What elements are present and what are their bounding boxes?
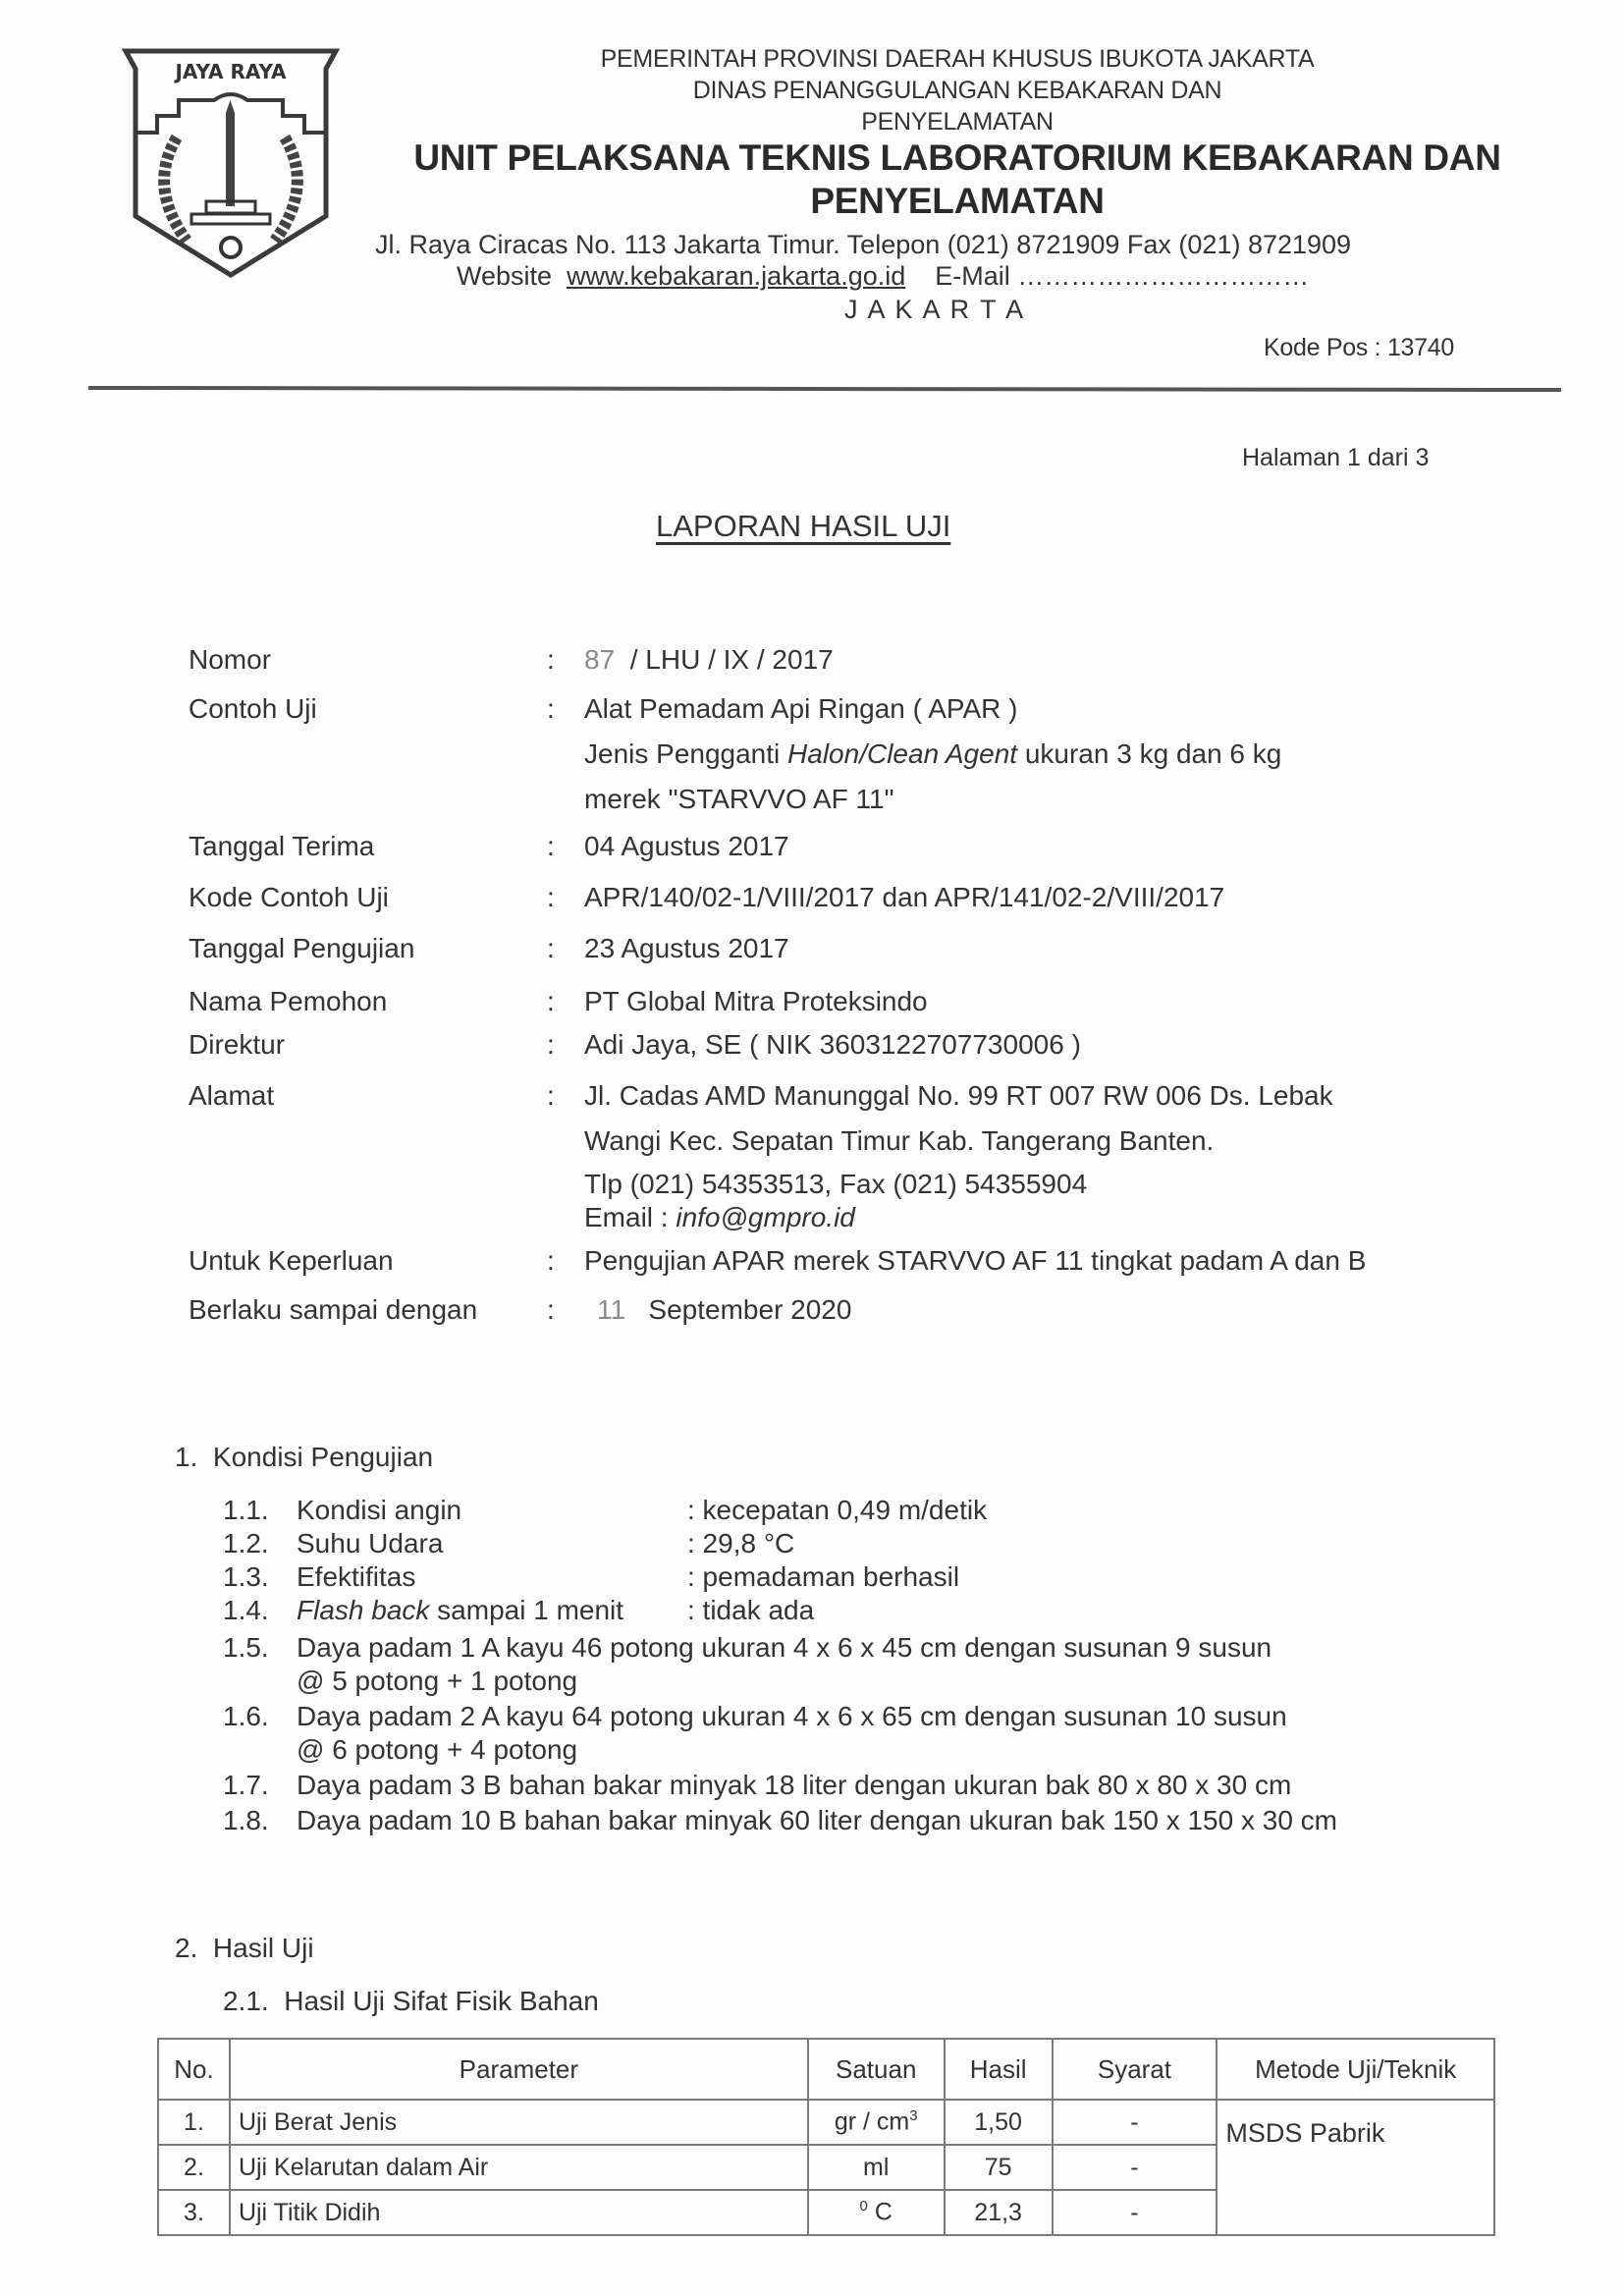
col-header-no: No. [158, 2039, 230, 2100]
header-department-line-2: PENYELAMATAN [861, 108, 1054, 136]
cell-syarat: - [1053, 2100, 1217, 2145]
colon: : [547, 1080, 555, 1111]
value-tanggal-terima: 04 Agustus 2017 [584, 831, 789, 861]
cell-no: 3. [158, 2190, 230, 2235]
cell-no: 1. [158, 2100, 230, 2145]
value-direktur: Adi Jaya, SE ( NIK 3603122707730006 ) [584, 1029, 1081, 1060]
table-row [158, 2100, 1494, 2145]
email-label: E-Mail …………………………… [935, 261, 1310, 291]
colon: : [547, 644, 555, 675]
cell-parameter: Uji Kelarutan dalam Air [230, 2145, 808, 2190]
cell-no: 2. [158, 2145, 230, 2190]
header-unit-title-2: PENYELAMATAN [810, 181, 1105, 221]
value-nomor: 87 / LHU / IX / 2017 [584, 644, 834, 675]
label-contoh-uji: Contoh Uji [189, 693, 317, 724]
colon: : [547, 1029, 555, 1060]
header-divider [88, 386, 1561, 392]
item-1-8-num: 1.8. [223, 1805, 269, 1835]
value-contoh-uji-line1: Alat Pemadam Api Ringan ( APAR ) [584, 693, 1018, 724]
header-department-line: DINAS PENANGGULANGAN KEBAKARAN DAN [692, 77, 1222, 104]
item-1-6-text: Daya padam 2 A kayu 64 potong ukuran 4 x 6 x 65 cm dengan susunan 10 susun [297, 1701, 1287, 1731]
label-nomor: Nomor [189, 644, 272, 675]
document-title: LAPORAN HASIL UJI [656, 509, 951, 543]
label-tanggal-pengujian: Tanggal Pengujian [189, 933, 415, 963]
colon: : [547, 882, 555, 912]
cell-satuan: gr / $cm^3$ [808, 2100, 945, 2145]
item-1-2-value: : 29,8 °C [687, 1528, 795, 1558]
website-link[interactable]: www.kebakaran.jakarta.go.id [567, 261, 906, 291]
label-kode-contoh-uji: Kode Contoh Uji [189, 882, 389, 912]
colon: : [547, 1245, 555, 1276]
item-1-5-num: 1.5. [223, 1632, 269, 1663]
value-contoh-uji-line2: Jenis Pengganti Halon/Clean Agent ukuran 3 kg dan 6 kg [584, 738, 1282, 769]
item-1-5-text: Daya padam 1 A kayu 46 potong ukuran 4 x 6 x 45 cm dengan susunan 9 susun [297, 1632, 1272, 1663]
cell-syarat: - [1053, 2190, 1217, 2235]
label-berlaku: Berlaku sampai dengan [189, 1294, 478, 1325]
cell-satuan: ml [808, 2145, 945, 2190]
header-unit-title: UNIT PELAKSANA TEKNIS LABORATORIUM KEBAKARAN DAN [413, 137, 1501, 178]
section-1-heading: 1. Kondisi Pengujian [175, 1442, 434, 1472]
label-nama-pemohon: Nama Pemohon [189, 986, 388, 1016]
header-contact [457, 261, 1309, 292]
svg-text:JAYA RAYA: JAYA RAYA [175, 60, 287, 83]
item-1-5-text-2: @ 5 potong + 1 potong [297, 1666, 578, 1696]
value-tanggal-pengujian: 23 Agustus 2017 [584, 933, 789, 963]
report-number: 87 [584, 644, 616, 675]
item-1-2-label: Suhu Udara [297, 1528, 444, 1558]
colon: : [547, 986, 555, 1016]
value-nama-pemohon: PT Global Mitra Proteksindo [584, 986, 928, 1016]
value-alamat-phone: Tlp (021) 54353513, Fax (021) 54355904 [584, 1169, 1088, 1199]
item-1-8-text: Daya padam 10 B bahan bakar minyak 60 liter dengan ukuran bak 150 x 150 x 30 cm [297, 1805, 1337, 1835]
value-alamat-line1: Jl. Cadas AMD Manunggal No. 99 RT 007 RW 006 Ds. Lebak [584, 1080, 1333, 1111]
item-1-4-label: Flash back sampai 1 menit [297, 1595, 624, 1625]
colon: : [547, 933, 555, 963]
cell-hasil: 75 [945, 2145, 1053, 2190]
value-berlaku: 11 September 2020 [597, 1294, 852, 1325]
email-link[interactable]: info@gmpro.id [676, 1202, 855, 1232]
col-header-parameter: Parameter [230, 2039, 808, 2100]
col-header-hasil: Hasil [945, 2039, 1053, 2100]
header-government-line: PEMERINTAH PROVINSI DAERAH KHUSUS IBUKOTA JAKARTA [600, 45, 1315, 73]
item-1-4-num: 1.4. [223, 1595, 269, 1625]
item-1-1-num: 1.1. [223, 1495, 269, 1525]
item-1-6-num: 1.6. [223, 1701, 269, 1731]
section-2-heading: 2. Hasil Uji [175, 1933, 314, 1963]
physical-properties-table [157, 2038, 1495, 2236]
item-1-3-num: 1.3. [223, 1561, 269, 1592]
jakarta-coat-of-arms-logo [118, 39, 344, 285]
value-untuk-keperluan: Pengujian APAR merek STARVVO AF 11 tingkat padam A dan B [584, 1245, 1367, 1276]
cell-hasil: 21,3 [945, 2190, 1053, 2235]
label-tanggal-terima: Tanggal Terima [189, 831, 375, 861]
cell-parameter: Uji Berat Jenis [230, 2100, 808, 2145]
value-contoh-uji-line3: merek "STARVVO AF 11" [584, 784, 894, 814]
col-header-syarat: Syarat [1053, 2039, 1217, 2100]
col-header-satuan: Satuan [808, 2039, 945, 2100]
value-kode-contoh-uji: APR/140/02-1/VIII/2017 dan APR/141/02-2/VIII/2017 [584, 882, 1225, 912]
item-1-7-num: 1.7. [223, 1770, 269, 1800]
colon: : [547, 693, 555, 724]
item-1-3-label: Efektifitas [297, 1561, 416, 1592]
label-direktur: Direktur [189, 1029, 286, 1060]
value-alamat-line2: Wangi Kec. Sepatan Timur Kab. Tangerang Banten. [584, 1125, 1215, 1156]
table-header-row [158, 2039, 1494, 2100]
label-alamat: Alamat [189, 1080, 275, 1111]
colon: : [547, 1294, 555, 1325]
value-alamat-email: Email : info@gmpro.id [584, 1202, 855, 1232]
item-1-1-value: : kecepatan 0,49 m/detik [687, 1495, 988, 1525]
col-header-metode: Metode Uji/Teknik [1217, 2039, 1494, 2100]
item-1-1-label: Kondisi angin [297, 1495, 462, 1525]
header-city: J A K A R T A [844, 295, 1026, 324]
item-1-7-text: Daya padam 3 B bahan bakar minyak 18 liter dengan ukuran bak 80 x 80 x 30 cm [297, 1770, 1292, 1800]
item-1-3-value: : pemadaman berhasil [687, 1561, 960, 1592]
header-address: Jl. Raya Ciracas No. 113 Jakarta Timur. Telepon (021) 8721909 Fax (021) 8721909 [375, 230, 1352, 259]
section-2-1-heading: 2.1. Hasil Uji Sifat Fisik Bahan [223, 1986, 599, 2016]
item-1-2-num: 1.2. [223, 1528, 269, 1558]
page-indicator: Halaman 1 dari 3 [1242, 444, 1430, 471]
label-untuk-keperluan: Untuk Keperluan [189, 1245, 394, 1276]
item-1-4-value: : tidak ada [687, 1595, 815, 1625]
item-1-6-text-2: @ 6 potong + 4 potong [297, 1734, 578, 1765]
cell-metode: MSDS Pabrik [1217, 2100, 1494, 2235]
website-label: Website [457, 261, 553, 291]
cell-parameter: Uji Titik Didih [230, 2190, 808, 2235]
colon: : [547, 831, 555, 861]
postal-code: Kode Pos : 13740 [1264, 334, 1454, 361]
cell-hasil: 1,50 [945, 2100, 1053, 2145]
cell-syarat: - [1053, 2145, 1217, 2190]
cell-satuan: $^0$ C [808, 2190, 945, 2235]
